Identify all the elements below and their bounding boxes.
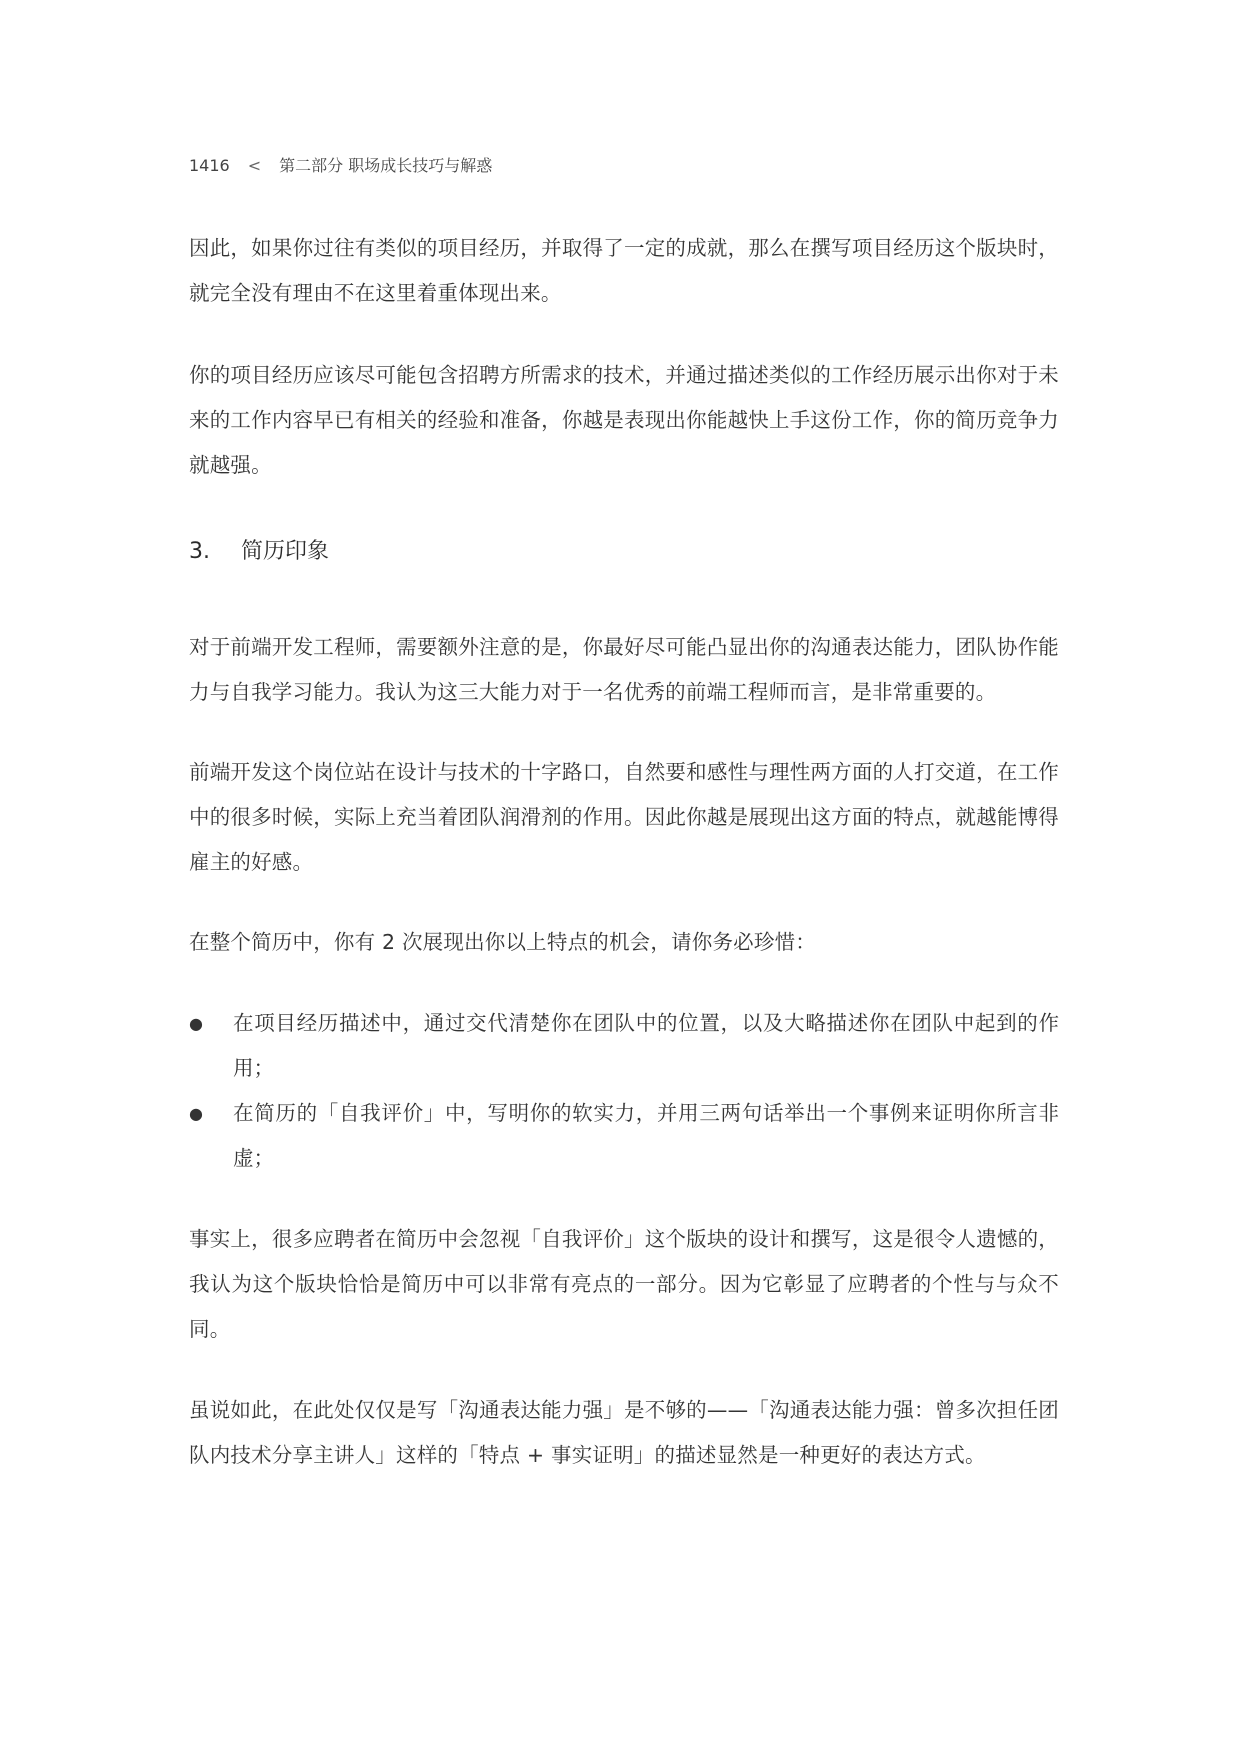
running-header	[189, 153, 492, 176]
page-body	[189, 226, 1059, 1478]
paragraph: 虽说如此，在此处仅仅是写「沟通表达能力强」是不够的——「沟通表达能力强：曾多次担任团队内技术分享主讲人」这样的「特点 + 事实证明」的描述显然是一种更好的表达方式。	[189, 1398, 1059, 1467]
paragraph: 事实上，很多应聘者在简历中会忽视「自我评价」这个版块的设计和撰写，这是很令人遗憾的，我认为这个版块恰恰是简历中可以非常有亮点的一部分。因为它彰显了应聘者的个性与与众不同。	[189, 1227, 1059, 1341]
header-separator: <	[247, 156, 262, 175]
bullet-marker: ●	[189, 1104, 203, 1123]
section-number: 3.	[189, 539, 210, 564]
page-number: 1416	[189, 156, 230, 175]
list-item-text: 在简历的「自我评价」中，写明你的软实力，并用三两句话举出一个事例来证明你所言非虚；	[233, 1101, 1059, 1170]
paragraph: 你的项目经历应该尽可能包含招聘方所需求的技术，并通过描述类似的工作经历展示出你对于未来的工作内容早已有相关的经验和准备，你越是表现出你能越快上手这份工作，你的简历竞争力就越强。	[189, 363, 1059, 477]
paragraph: 在整个简历中，你有 2 次展现出你以上特点的机会，请你务必珍惜：	[189, 930, 816, 954]
bullet-list	[189, 1001, 1059, 1181]
paragraph: 前端开发这个岗位站在设计与技术的十字路口，自然要和感性与理性两方面的人打交道，在工作中的很多时候，实际上充当着团队润滑剂的作用。因此你越是展现出这方面的特点，就越能博得雇主的好感。	[189, 760, 1059, 874]
section-heading	[189, 532, 1059, 572]
header-section-title: 第二部分 职场成长技巧与解惑	[279, 156, 493, 175]
section-title: 简历印象	[241, 539, 330, 564]
paragraph: 因此，如果你过往有类似的项目经历，并取得了一定的成就，那么在撰写项目经历这个版块时，就完全没有理由不在这里着重体现出来。	[189, 236, 1059, 305]
list-item	[189, 1091, 1059, 1181]
list-item	[189, 1001, 1059, 1091]
bullet-marker: ●	[189, 1014, 203, 1033]
paragraph: 对于前端开发工程师，需要额外注意的是，你最好尽可能凸显出你的沟通表达能力，团队协作能力与自我学习能力。我认为这三大能力对于一名优秀的前端工程师而言，是非常重要的。	[189, 635, 1059, 704]
list-item-text: 在项目经历描述中，通过交代清楚你在团队中的位置，以及大略描述你在团队中起到的作用；	[233, 1011, 1059, 1080]
